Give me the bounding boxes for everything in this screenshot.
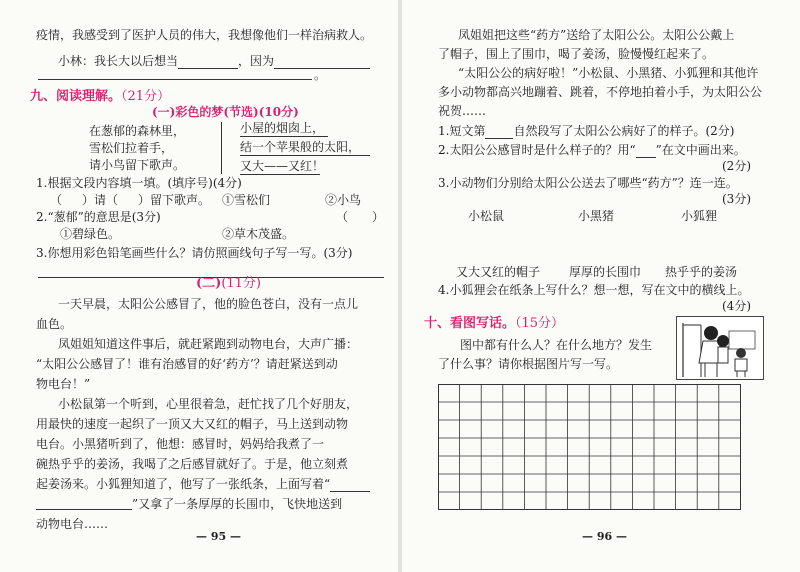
intro-line: 疫情，我感受到了医护人员的伟大，我想像他们一样治病救人。: [36, 28, 373, 42]
remedy-label[interactable]: 又大又红的帽子: [456, 265, 541, 279]
remedy-label[interactable]: 热乎乎的姜汤: [665, 265, 738, 279]
people-scene-icon: [677, 317, 763, 379]
story-line: 凤姐姐把这些“药方”送给了太阳公公。太阳公公戴上: [458, 28, 735, 42]
story-line: “太阳公公的病好啦！”小松鼠、小黑猪、小狐狸和其他许: [458, 66, 759, 80]
poem-right-line: 又大——又红！: [240, 159, 325, 173]
option-1: ①雪松们: [222, 193, 271, 207]
poem-right-line: 结一个苹果般的太阳，: [240, 140, 361, 154]
poem-left-line: 请小鸟留下歌声。: [89, 158, 186, 172]
question-1-fill: （ ）请（ ）留下歌声。: [50, 193, 211, 207]
animal-label[interactable]: 小松鼠: [468, 209, 505, 223]
section-9-title: 九、阅读理解。（21分）: [30, 89, 171, 104]
right-question-3: 3.小动物们分别给太阳公公送去了哪些“药方”？连一连。: [438, 176, 738, 190]
option-2: ②小鸟: [325, 193, 362, 207]
writing-grid[interactable]: [438, 384, 741, 510]
poem-right-line: 小屋的烟囱上，: [240, 121, 325, 135]
option-1: ①碧绿色。: [60, 227, 121, 241]
story-line: 祝贺……: [438, 104, 487, 118]
page-number: — 95 —: [196, 530, 241, 543]
remedy-label[interactable]: 厚厚的长围巾: [569, 265, 642, 279]
answer-line[interactable]: [38, 79, 312, 80]
xiaolin-sentence: 小林：我长大以后想当 ，因为: [58, 53, 370, 69]
question-2: 2.“葱郁”的意思是(3分): [36, 210, 161, 224]
subsection-1-title: (一)彩色的梦(节选)(10分): [152, 105, 299, 119]
section-10-prompt: 图中都有什么人？在什么地方？发生: [460, 338, 653, 352]
story-line: 一天早晨，太阳公公感冒了，他的脸色苍白，没有一点儿: [58, 297, 359, 311]
question-1: 1.根据文段内容填一填。(填序号)(4分): [36, 176, 242, 190]
note-blank[interactable]: [36, 509, 132, 510]
story-line: 了帽子，围上了围巾，喝了姜汤，脸慢慢红起来了。: [438, 47, 715, 61]
question-3: 3.你想用彩色铅笔画些什么？请仿照画线句子写一写。(3分): [36, 246, 353, 260]
subsection-2-title: (二)(11分): [196, 276, 261, 291]
story-line: “太阳公公感冒了！谁有治感冒的好‘药方’？请赶紧送到动: [36, 357, 338, 371]
right-question-1: 1.短文第 自然段写了太阳公公病好了的样子。(2分): [438, 124, 735, 138]
note-blank[interactable]: [330, 491, 370, 492]
answer-blank[interactable]: [485, 126, 513, 139]
question-score: (3分): [722, 192, 751, 206]
answer-blank[interactable]: [178, 56, 238, 69]
story-line: 动物电台……: [36, 517, 109, 531]
poem-divider: [221, 122, 222, 174]
poem-underline: [240, 155, 370, 156]
poem-left-line: 雪松们拉着手，: [89, 141, 174, 155]
page-number: — 96 —: [582, 530, 627, 543]
picture-illustration: [676, 316, 764, 380]
poem-underline: [240, 136, 328, 137]
story-line: 物电台！”: [36, 377, 91, 391]
poem-underline: [240, 174, 320, 175]
story-line: 用最快的速度一起织了一顶又大又红的帽子，马上送到动物: [36, 417, 349, 431]
story-line: 起姜汤来。小狐狸知道了，他写了一张纸条，上面写着“: [36, 477, 331, 491]
story-line: 电台。小黑猪听到了，他想：感冒时，妈妈给我煮了一: [36, 437, 325, 451]
question-2-answer[interactable]: （ ）: [336, 210, 385, 224]
question-score: (2分): [722, 159, 751, 173]
poem-left-line: 在葱郁的森林里，: [89, 124, 186, 138]
story-line: 凤姐姐知道这件事后，就赶紧跑到动物电台，大声广播：: [58, 337, 359, 351]
story-line: 血色。: [36, 317, 73, 331]
animal-label[interactable]: 小狐狸: [681, 209, 718, 223]
story-line: ”又拿了一条厚厚的长围巾，飞快地送到: [132, 497, 343, 511]
period: 。: [314, 68, 327, 82]
right-question-2: 2.太阳公公感冒时是什么样子的？用“ ”在文中画出来。: [438, 143, 746, 157]
story-line: 小松鼠第一个听到，心里很着急，赶忙找了几个好朋友，: [58, 397, 359, 411]
animal-label[interactable]: 小黑猪: [578, 209, 615, 223]
option-2: ②草木茂盛。: [222, 227, 295, 241]
section-10-prompt: 了什么事？请你根据图片写一写。: [438, 357, 619, 371]
story-line: 碗热乎乎的姜汤，我喝了之后感冒就好了。于是，他立刻煮: [36, 457, 349, 471]
right-question-4: 4.小狐狸会在纸条上写什么？想一想，写在文中的横线上。: [438, 283, 750, 297]
story-line: 多小动物都高兴地蹦着、跳着，不停地拍着小手，为太阳公公: [438, 85, 763, 99]
answer-blank[interactable]: [636, 145, 656, 158]
section-10-title: 十、看图写话。（15分）: [424, 316, 565, 331]
question-score: (4分): [722, 299, 751, 313]
